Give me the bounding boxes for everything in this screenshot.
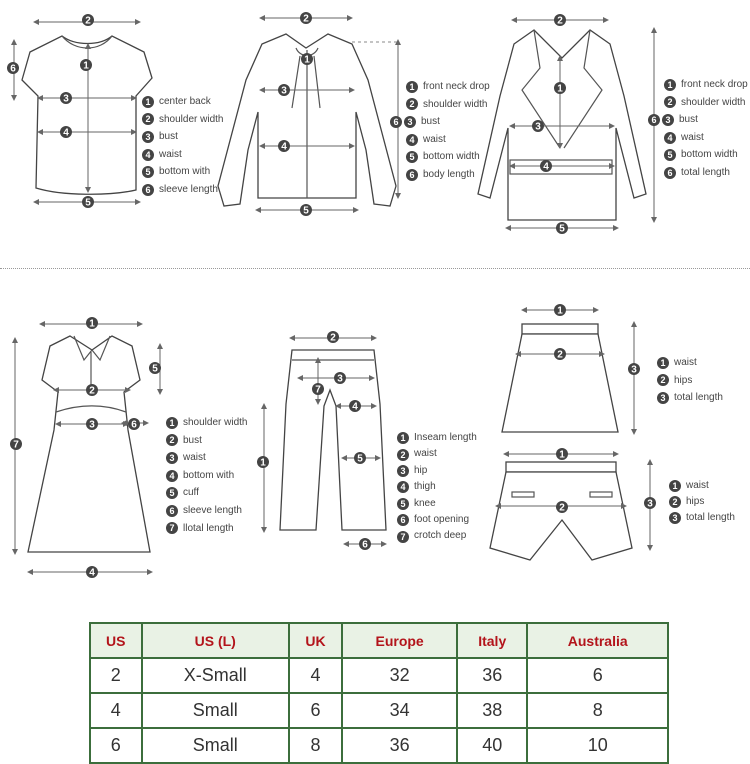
svg-text:2: 2 [557, 349, 563, 361]
table-row [90, 658, 668, 693]
pants-diagram [257, 331, 386, 551]
header-australia: Australia [527, 623, 668, 658]
legend-item: 6 body length [390, 166, 490, 184]
table-cell: 32 [342, 658, 457, 693]
legend-item: 3 bust [142, 128, 223, 146]
table-cell: 8 [527, 693, 668, 728]
svg-text:1: 1 [557, 305, 563, 317]
table-cell: 4 [90, 693, 142, 728]
table-cell: 2 [90, 658, 142, 693]
legend-item: 4 bottom with [166, 467, 247, 485]
svg-text:2: 2 [303, 13, 309, 25]
legend-item: 1 shoulder width [166, 414, 247, 432]
legend-item: 4 waist [648, 129, 748, 147]
legend-item: 5 cuff [166, 484, 247, 502]
svg-text:1: 1 [260, 457, 266, 469]
svg-text:2: 2 [89, 385, 95, 397]
table-cell: 38 [457, 693, 527, 728]
coat-diagram [478, 14, 654, 235]
legend-item: 4 thigh [397, 479, 477, 495]
header-us: US [90, 623, 142, 658]
table-cell: 36 [342, 728, 457, 763]
svg-text:1: 1 [559, 449, 565, 461]
legend-item: 6 sleeve length [142, 181, 223, 199]
svg-text:2: 2 [557, 15, 563, 27]
svg-text:4: 4 [352, 401, 358, 413]
svg-text:6: 6 [10, 63, 16, 75]
svg-text:2: 2 [85, 15, 91, 27]
svg-text:3: 3 [89, 419, 95, 431]
shorts-legend [669, 478, 735, 526]
svg-text:4: 4 [89, 567, 95, 579]
legend-item: 5 bottom width [390, 148, 490, 166]
table-row [90, 693, 668, 728]
legend-item: 2 waist [397, 446, 477, 462]
shorts-diagram [490, 448, 656, 560]
section-divider [0, 268, 750, 269]
legend-item: 1 front neck drop [390, 78, 490, 96]
legend-item: 5 bottom with [142, 163, 223, 181]
legend-item: 5 bottom width [648, 146, 748, 164]
legend-item: 2 shoulder width [648, 94, 748, 112]
skirt-diagram [502, 304, 640, 432]
legend-item: 4 waist [390, 131, 490, 149]
table-cell: 40 [457, 728, 527, 763]
svg-text:1: 1 [89, 318, 95, 330]
header-uk: UK [289, 623, 342, 658]
svg-text:5: 5 [559, 223, 565, 235]
legend-item: 1 waist [657, 354, 723, 372]
table-cell: 8 [289, 728, 342, 763]
svg-text:1: 1 [557, 83, 563, 95]
blouse-diagram [218, 12, 398, 217]
legend-item: 7 crotch deep [397, 528, 477, 544]
svg-text:6: 6 [131, 419, 137, 431]
svg-text:5: 5 [152, 363, 158, 375]
svg-text:4: 4 [63, 127, 69, 139]
legend-item: 7 llotal length [166, 520, 247, 538]
coat-legend [648, 76, 748, 182]
svg-text:7: 7 [315, 384, 321, 396]
table-cell: 10 [527, 728, 668, 763]
table-header-row [90, 623, 668, 658]
legend-item: 2 bust [166, 432, 247, 450]
table-cell: 34 [342, 693, 457, 728]
legend-item: 3 total length [657, 389, 723, 407]
pants-legend [397, 430, 477, 545]
header-us-l: US (L) [142, 623, 289, 658]
table-cell: X-Small [142, 658, 289, 693]
svg-text:4: 4 [543, 161, 549, 173]
legend-item: 3 total length [669, 510, 735, 526]
blouse-legend [390, 78, 490, 184]
svg-text:3: 3 [535, 121, 541, 133]
legend-item: 2 hips [657, 372, 723, 390]
svg-text:2: 2 [559, 502, 565, 514]
table-row [90, 728, 668, 763]
table-cell: 6 [289, 693, 342, 728]
legend-item: 4 waist [142, 146, 223, 164]
legend-item: 5 knee [397, 496, 477, 512]
table-cell: 36 [457, 658, 527, 693]
legend-item: 2 shoulder width [390, 96, 490, 114]
svg-text:5: 5 [85, 197, 91, 209]
dress-legend [166, 414, 247, 537]
table-cell: 6 [90, 728, 142, 763]
dress-diagram [10, 317, 161, 579]
svg-text:3: 3 [631, 364, 637, 376]
legend-item: 3 hip [397, 463, 477, 479]
legend-item: 1 waist [669, 478, 735, 494]
svg-text:7: 7 [13, 439, 19, 451]
svg-text:3: 3 [647, 498, 653, 510]
svg-text:5: 5 [303, 205, 309, 217]
legend-item: 6 3 bust [390, 113, 490, 131]
tshirt-legend [142, 93, 223, 199]
svg-text:3: 3 [281, 85, 287, 97]
svg-text:4: 4 [281, 141, 287, 153]
table-cell: Small [142, 728, 289, 763]
size-conversion-table [89, 622, 669, 764]
legend-item: 1 Inseam length [397, 430, 477, 446]
legend-item: 6 sleeve length [166, 502, 247, 520]
legend-item: 6 3 bust [648, 111, 748, 129]
skirt-legend [657, 354, 723, 407]
svg-text:6: 6 [362, 539, 368, 551]
header-europe: Europe [342, 623, 457, 658]
legend-item: 1 front neck drop [648, 76, 748, 94]
table-cell: Small [142, 693, 289, 728]
tshirt-diagram [7, 14, 152, 209]
legend-item: 3 waist [166, 449, 247, 467]
legend-item: 1 center back [142, 93, 223, 111]
svg-text:1: 1 [304, 54, 310, 66]
legend-item: 6 foot opening [397, 512, 477, 528]
legend-item: 2 shoulder width [142, 111, 223, 129]
svg-text:3: 3 [63, 93, 69, 105]
table-cell: 6 [527, 658, 668, 693]
header-italy: Italy [457, 623, 527, 658]
svg-text:1: 1 [83, 60, 89, 72]
svg-text:3: 3 [337, 373, 343, 385]
table-cell: 4 [289, 658, 342, 693]
legend-item: 6 total length [648, 164, 748, 182]
svg-text:5: 5 [357, 453, 363, 465]
svg-text:2: 2 [330, 332, 336, 344]
legend-item: 2 hips [669, 494, 735, 510]
